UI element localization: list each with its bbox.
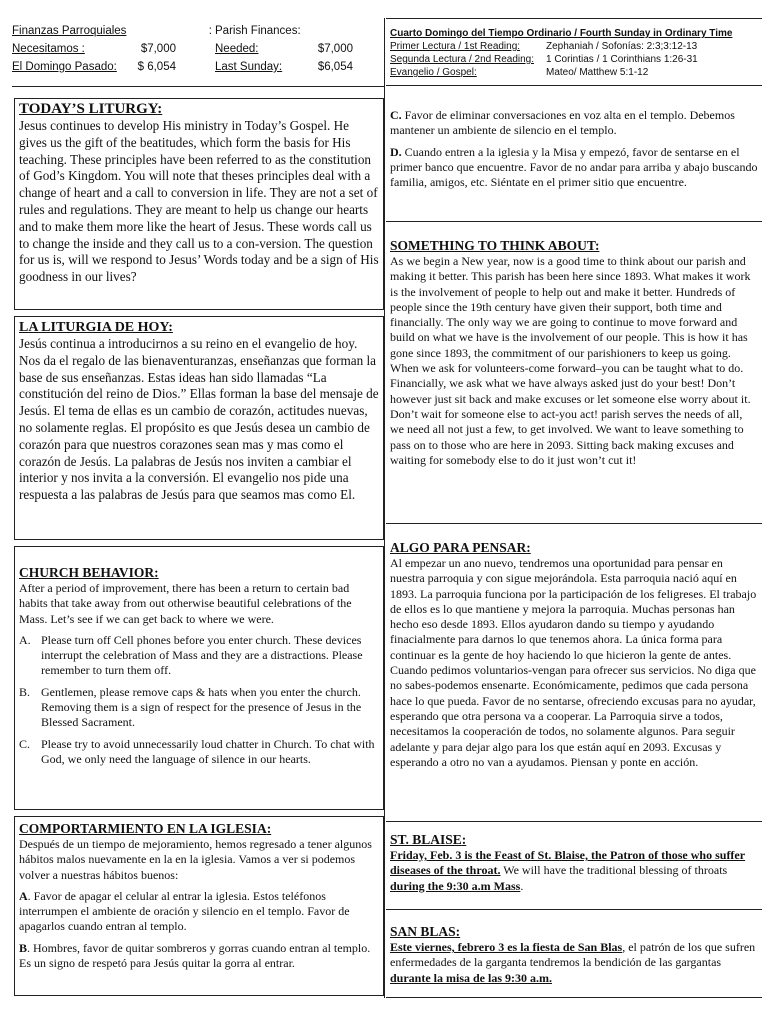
reading-label: Evangelio / Gospel: — [390, 67, 477, 78]
finance-en-needed-value: $7,000 — [317, 43, 353, 55]
st-blaise-body — [390, 848, 758, 894]
church-behavior-section: CHURCH BEHAVIOR: After a period of improvement, there has been a return to certain bad habits that take away from out otherwise beautiful celebrations of the Mass. Let’s see if we can get back to where we were. A. Please turn off Cell phones before you enter church. These devices interrupt the celebration of Mass and they are a distractions. Please remember to turn them off. B. Gentlemen, please remove caps & hats when you enter the church. Removing them is a sign of respect for the presence of Jesus in the Blessed Sacrament. C. Please try to avoid unnecessarily loud chatter in Church. To chat with God, we only need the language of silence in our hearts. — [14, 546, 384, 810]
algo-para-pensar-body: Al empezar un ano nuevo, tendremos una oportunidad para pensar en nuestra parroquia y con sigue mejorándola. Esta parroquia nació aquí en 1893. La parroquia funciona por la participación de los feligreses. El trabajo de ellos es lo que mantiene y mejora la parroquia. Muchas personas han hecho eso desde 1893. Ellos ayudaron dando su tiempo y ayudando finacialmente para darnos lo que tenemos ahora. La única forma para continuar es la gente de hoy haciendo lo que hicieron la gente de antes. Cuando pedimos voluntarios-vengan para ofrecer sus servicios. No diga que no sabes-podemos ensenarte. Económicamente, pedimos que cada persona hace lo que pueda. Favor de no sentarse, ofreciendo excusas para no ayudar, esperando que otra persona va a cooperar. La Parroquia sirve a todos, necesitamos la cooperación de todos, no solamente algunos. Para seguir adelante y para dejar algo para los que están aquí en 2093. Excusas y esperando a otro no van a ayudamos. Piensan y ponte en acción. — [390, 556, 757, 769]
comportamiento-continued — [386, 104, 762, 222]
column-divider — [384, 18, 385, 998]
finance-es-needed-value: $7,000 — [140, 43, 176, 55]
list-text: Gentlemen, please remove caps & hats when you enter the church. Removing them is a sign of respect for the presence of Jesus in the Blessed Sacrament. — [41, 684, 362, 730]
finance-es-title: Finanzas Parroquiales — [12, 25, 127, 37]
list-text: Please try to avoid unnecessarily loud chatter in Church. To chat with God, we only need the language of silence in our hearts. — [41, 736, 375, 766]
list-marker: A — [19, 888, 28, 903]
st-blaise-mass-time: during the 9:30 a.m Mass — [390, 878, 521, 893]
list-text: . Favor de apagar el celular al entrar la iglesia. Estos teléfonos interrumpen el ambiente de oración y silencio en el templo. Favor de apagarlos cuando entran al templo. — [19, 888, 350, 934]
todays-liturgy-body: Jesus continues to develop His ministry in Today’s Gospel. He gives us the gift of the beatitudes, which form the basis for His teaching. These principles have been referred to as the constitution of God’s Kingdom. You will note that theses principles deal with a change of heart and a call to conversion in life. They are not a set of rules and regulations. They are meant to help us change our hearts and to make them more like the heart of Jesus. These words call us to change the inside and they call us to a con-version. The question for us is, will we respond to Jesus’ Words today and be a sign of His goodness in our lives? — [19, 118, 379, 285]
st-blaise-lead: Friday, Feb. 3 is the Feast of St. Blaise, the Patron of those who suffer diseases of the throat. — [390, 848, 746, 878]
comportamiento-item-a — [19, 889, 379, 935]
finance-es-last-value: $ 6,054 — [137, 61, 176, 73]
todays-liturgy-section: TODAY’S LITURGY: Jesus continues to develop His ministry in Today’s Gospel. He gives us the gift of the beatitudes, which form the basis for His teaching. These principles have been referred to as the constitution of God’s Kingdom. You will note that theses principles deal with a change of heart and a call to conversion in life. They are not a set of rules and regulations. They are meant to help us change our hearts and to make them more like the heart of Jesus. These words call us to change the inside and they call us to a con-version. The question for us is, will we respond to Jesus’ Words today and be a sign of His goodness in our lives? — [14, 98, 384, 310]
list-text: Please turn off Cell phones before you enter church. These devices interrupt the celebration of Mass and they are a distractions. Please remember to turn them off. — [41, 632, 363, 678]
finance-es-needed-label: Necesitamos : — [12, 43, 85, 55]
header-divider — [12, 86, 384, 87]
list-marker: C. — [19, 736, 31, 751]
list-marker: B. — [19, 684, 31, 699]
list-marker: C. — [390, 108, 402, 122]
reading-row — [390, 40, 758, 53]
something-to-think-body: As we begin a New year, now is a good time to think about our parish and making it better. This parish has been here since 1893. What makes it work is the involvement of people to help out and make it better. Hundreds of people since the 19th century have given their support, both time and financially. The only way we are going to continue to move forward and build on what we have is the involvement of our people. This is how it has gone since 1893, the commitment of our parishioners to keep us going. When we ask for volunteers-come forward–you can be taught what to do. Financially, we ask what we have always asked just do your best! Don’t however just sit back and make excuses or let someone else worry about it. Don’t wait for someone else to act-you act! parish serves the needs of all, we need all not just a few, to get involved. We want to leave something to pass on to those who are here in 2093. Sitting back making excuses and waiting for somebody else to do it just won’t cut it! — [390, 254, 751, 467]
finance-en-last-label: Last Sunday: — [215, 61, 283, 73]
liturgia-de-hoy-title: LA LITURGIA DE HOY: — [19, 320, 173, 335]
san-blas-lead: Este viernes, febrero 3 es la fiesta de San Blas — [390, 940, 623, 954]
todays-liturgy-title: TODAY’S LITURGY — [19, 101, 158, 117]
reading-value: 1 Corintias / 1 Corinthians 1:26-31 — [546, 54, 698, 65]
comportamiento-section: COMPORTARMIENTO EN LA IGLESIA: Después de un tiempo de mejoramiento, hemos regresado a tener algunos hábitos malos nuevamente en la en la iglesia. Vamos a ver si podemos volver a nuestras hábitos buenos: A. Favor de apagar el celular al entrar la iglesia. Estos teléfonos interrumpen el ambiente de oración y silencio en el templo. Favor de apagarlos cuando entran al templo. B. Hombres, favor de quitar sombreros y gorras cuando entran al templo. Es un signo de respetó para Jesús quitar la gorra al entrar. — [14, 816, 384, 996]
something-to-think-section: SOMETHING TO THINK ABOUT: As we begin a New year, now is a good time to think about our parish and making it better. This parish has been here since 1893. What makes it work is the involvement of people to help out and make it better. Hundreds of people since the 19th century have given their support, both time and financially. The only way we are going to continue to move forward and build on what we have is the involvement of our people. This is how it has gone since 1893, the commitment of our parishioners to keep us going. When we ask for volunteers-come forward–you can be taught what to do. Financially, we ask what we have always asked just do your best! Don’t however just sit back and make excuses or let someone else worry about it. Don’t wait for someone else to act-you act! parish serves the needs of all, we need all not just a few, to get involved. We want to leave something to pass on to those who are here in 2093. Sitting back making excuses and waiting for somebody else to do it just won’t cut it! — [386, 222, 762, 524]
finance-en-last-value: $6,054 — [317, 61, 353, 73]
reading-value: Mateo/ Matthew 5:1-12 — [546, 67, 649, 78]
comportamiento-intro: Después de un tiempo de mejoramiento, hemos regresado a tener algunos hábitos malos nuevamente en la en la iglesia. Vamos a ver si podemos volver a nuestras hábitos buenos: — [19, 837, 372, 882]
san-blas-title: SAN BLAS — [390, 924, 456, 939]
finance-spanish: Finanzas Parroquiales : Necesitamos : $7,000 El Domingo Pasado: $ 6,054 — [12, 22, 212, 82]
readings-title: Cuarto Domingo del Tiempo Ordinario / Fourth Sunday in Ordinary Time — [390, 28, 733, 39]
list-text: . Hombres, favor de quitar sombreros y gorras cuando entran al templo. Es un signo de respetó para Jesús quitar la gorra al entrar. — [19, 940, 371, 971]
list-marker: B — [19, 940, 28, 955]
reading-label: Primer Lectura / 1st Reading: — [390, 41, 521, 52]
comportamiento-item-b — [19, 941, 379, 972]
liturgia-de-hoy-section — [14, 316, 384, 540]
st-blaise-title: ST. BLAISE — [390, 832, 462, 847]
comportamiento-item-d — [390, 145, 758, 191]
church-behavior-title: CHURCH BEHAVIOR — [19, 565, 155, 580]
san-blas-middle: , el patrón de los que sufren enfermedades de la garganta tendremos la bendición de las gargantas — [390, 940, 756, 970]
list-text: Favor de eliminar conversaciones en voz alta en el templo. Debemos mantener un ambiente de silencio en el templo. — [390, 108, 735, 138]
something-to-think-title: SOMETHING TO THINK ABOUT — [390, 238, 595, 253]
finance-english — [215, 22, 385, 82]
algo-para-pensar-title: ALGO PARA PENSAR — [390, 540, 527, 555]
san-blas-body — [390, 940, 758, 986]
comportamiento-item-c — [390, 108, 758, 139]
comportamiento-title: COMPORTARMIENTO EN LA IGLESIA — [19, 821, 267, 836]
st-blaise-section: ST. BLAISE: Friday, Feb. 3 is the Feast of St. Blaise, the Patron of those who suffer diseases of the throat. We will have the traditional blessing of throats during the 9:30 a.m Mass. — [386, 822, 762, 910]
list-item — [19, 633, 379, 679]
reading-label: Segunda Lectura / 2nd Reading: — [390, 54, 534, 65]
church-behavior-list — [19, 633, 379, 767]
list-marker: D. — [390, 144, 402, 159]
list-text: Cuando entren a la iglesia y la Misa y empezó, favor de sentarse en el primer banco que encuentre. Favor de no andar para arriba y abajo buscando familia, amigos, etc. Siéntate en el primer sitio que encuentre. — [390, 144, 758, 190]
readings-box — [386, 18, 762, 86]
liturgia-de-hoy-body: Jesús continua a introducirnos a su reino en el evangelio de hoy. Nos da el regalo de las bienaventuranzas, enseñanzas que forman la base de sus enseñanzas. Estas ideas han sido llamadas “La constitución del reino de Dios.” Ellas forman la base del mensaje de Jesús. El tema de ellas es un cambio de corazón, actitudes nuevas, no solamente reglas. El propósito es que Jesús desea un cambio de corazón para que nuestros corazones sean mas y mas como el corazón de Jesús. La palabras de Jesús nos inviten a cambiar el interior y nos invita a la conversión. El evangelio nos pide una respuesta a las palabras de Jesús para que seamos mas como El. — [19, 336, 379, 503]
finance-en-needed-label: Needed: — [215, 43, 259, 55]
reading-row — [390, 66, 758, 79]
reading-value: Zephaniah / Sofonías: 2:3;3:12-13 — [546, 41, 698, 52]
list-item — [19, 685, 379, 731]
san-blas-mass-time: durante la misa de las 9:30 a.m. — [390, 970, 552, 985]
st-blaise-middle: We will have the traditional blessing of throats — [500, 863, 728, 878]
san-blas-section: SAN BLAS: Este viernes, febrero 3 es la fiesta de San Blas, el patrón de los que sufren enfermedades de la garganta tendremos la bendición de las gargantas durante la misa de las 9:30 a.m. — [386, 910, 762, 998]
finance-es-last-label: El Domingo Pasado: — [12, 61, 117, 73]
algo-para-pensar-section: ALGO PARA PENSAR: Al empezar un ano nuevo, tendremos una oportunidad para pensar en nuestra parroquia y con sigue mejorándola. Esta parroquia nació aquí en 1893. La parroquia funciona por la participación de los feligreses. El trabajo de ellos es lo que mantiene y mejora la parroquia. Muchas personas han hecho eso desde 1893. Ellos ayudaron dando su tiempo y ayudando finacialmente para darnos lo que tenemos ahora. La única forma para continuar es la gente de hoy haciendo lo que hicieron la gente de antes. Cuando pedimos voluntarios-vengan para ofrecer sus servicios. No diga que no sabes-podemos ensenarte. Económicamente, pedimos que cada persona hace lo que pueda. Favor de no sentarse, ofreciendo excusas para no ayudar, esperando que otra persona va a cooperar. La Parroquia sirve a todos, necesitamos la cooperación de todos, no solamente algunos. Para seguir adelante y para dejar algo para los que están aquí en 2093. Excusas y esperando a otro no van a ayudamos. Piensan y ponte en acción. — [386, 524, 762, 822]
list-item — [19, 737, 379, 768]
st-blaise-end: . — [520, 878, 524, 893]
church-behavior-intro: After a period of improvement, there has been a return to certain bad habits that take away from out otherwise beautiful celebrations of the Mass. Let’s see if we can get back to where we were. — [19, 581, 352, 626]
list-marker: A. — [19, 632, 31, 647]
reading-row — [390, 53, 758, 66]
finance-en-title: Parish Finances: — [215, 25, 301, 37]
